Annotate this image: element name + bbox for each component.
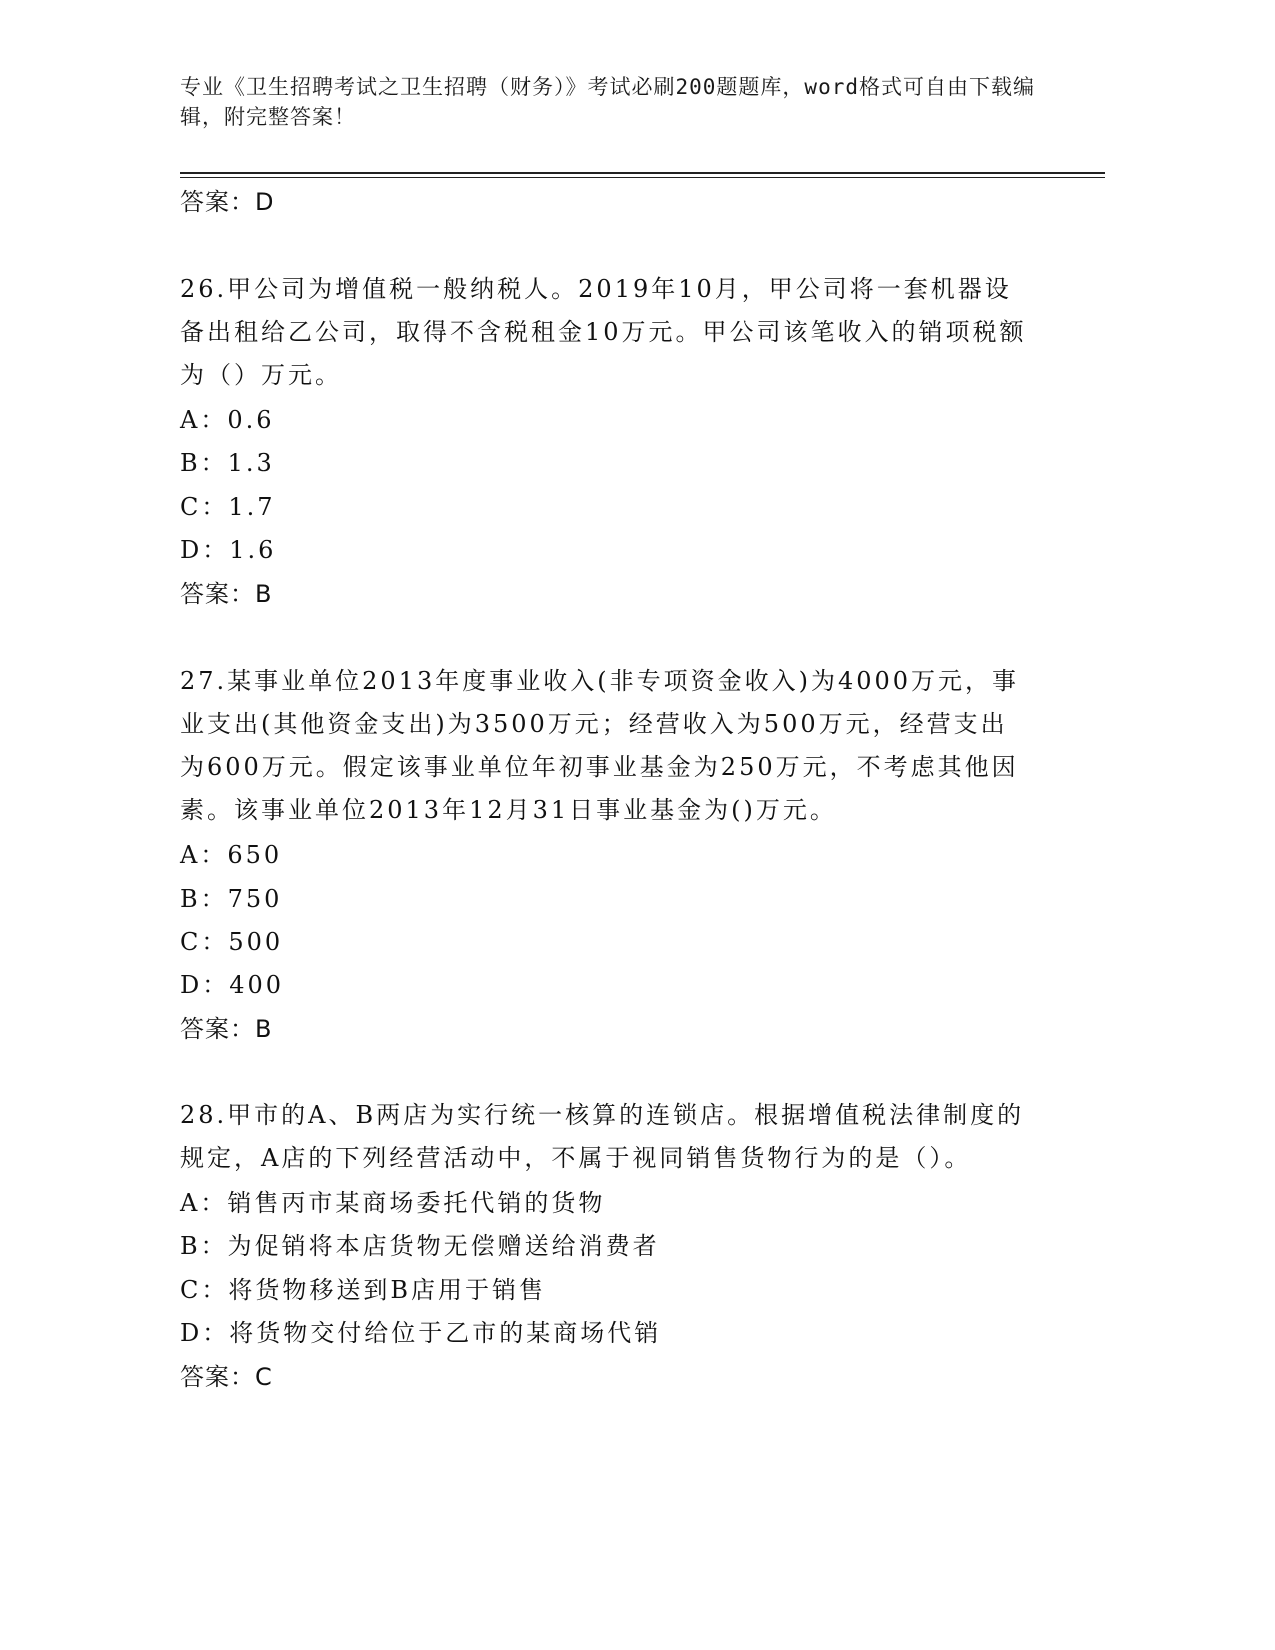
question-28-option-d: D：将货物交付给位于乙市的某商场代销 (180, 1319, 662, 1347)
question-26-text: 26.甲公司为增值税一般纳税人。2019年10月，甲公司将一套机器设备出租给乙公司，取得不含税租金10万元。甲公司该笔收入的销项税额为（）万元。 (180, 275, 1027, 389)
question-26-option-d: D：1.6 (180, 536, 277, 564)
header-divider (180, 172, 1105, 174)
question-28-option-c: C：将货物移送到B店用于销售 (180, 1276, 546, 1304)
question-27-option-d: D：400 (180, 971, 285, 999)
previous-answer: 答案：D (180, 188, 275, 216)
document-header: 专业《卫生招聘考试之卫生招聘（财务）》考试必刷200题题库，word格式可自由下载编辑，附完整答案！ (180, 75, 1035, 129)
question-26-option-a: A：0.6 (180, 406, 275, 434)
question-27-option-a: A：650 (180, 841, 283, 869)
question-26-option-c: C：1.7 (180, 493, 276, 521)
question-28-option-a: A：销售丙市某商场委托代销的货物 (180, 1189, 606, 1217)
question-28-answer: 答案：C (180, 1363, 273, 1391)
question-27-option-b: B：750 (180, 885, 283, 913)
question-28-text: 28.甲市的A、B两店为实行统一核算的连锁店。根据增值税法律制度的规定，A店的下列经营活动中，不属于视同销售货物行为的是（）。 (180, 1101, 1025, 1172)
question-27-answer: 答案：B (180, 1015, 273, 1043)
question-28-option-b: B：为促销将本店货物无偿赠送给消费者 (180, 1232, 660, 1260)
header-divider-thin (180, 177, 1105, 178)
question-26-answer: 答案：B (180, 580, 273, 608)
question-27-option-c: C：500 (180, 928, 284, 956)
question-27-text: 27.某事业单位2013年度事业收入(非专项资金收入)为4000万元，事业支出(其他资金支出)为3500万元；经营收入为500万元，经营支出为600万元。假定该事业单位年初事业基金为250万元，不考虑其他因素。该事业单位2013年12月31日事业基金为()万元。 (180, 667, 1020, 824)
question-26-option-b: B：1.3 (180, 449, 275, 477)
